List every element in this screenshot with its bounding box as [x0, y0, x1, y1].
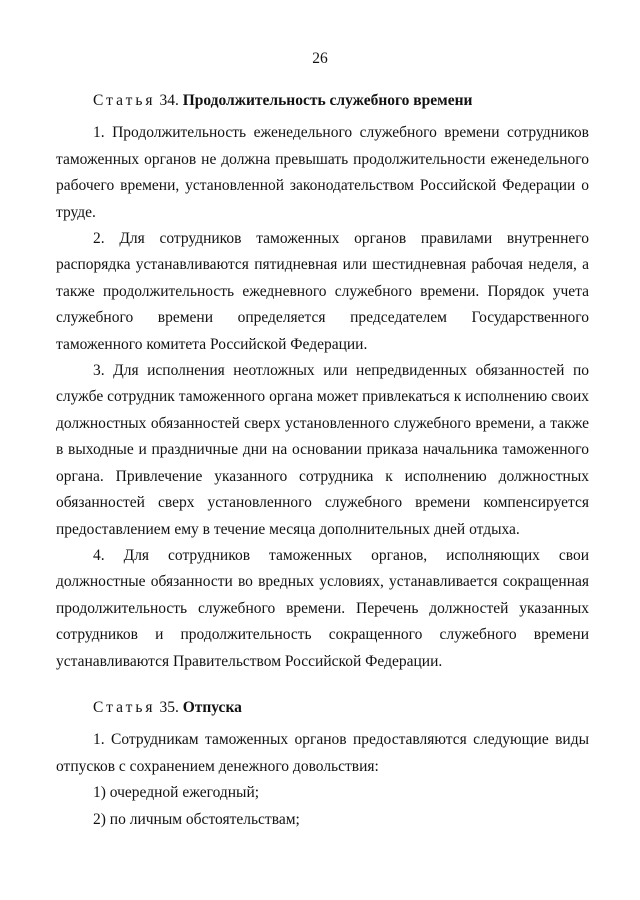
- article-number: 35.: [159, 699, 179, 716]
- article-number: 34.: [159, 92, 179, 109]
- article-title: Продолжительность служебного времени: [182, 92, 473, 109]
- paragraph: 1. Продолжительность еженедельного служебного времени сотрудников таможенных органов не должна превышать продолжительности еженедельного рабочего времени, установленной законодательством Российской Федерации о труде.: [56, 124, 589, 221]
- paragraph: 1. Сотрудникам таможенных органов предоставляются следующие виды отпусков с сохранением денежного довольствия:: [56, 731, 589, 775]
- paragraph: 2. Для сотрудников таможенных органов правилами внутреннего распорядка устанавливаются пятидневная или шестидневная рабочая неделя, а также продолжительность ежедневного служебного времени. Порядок учета служебного времени определяется председателем Государственного таможенного комитета Российской Федерации.: [56, 230, 589, 353]
- article-label: Статья: [93, 699, 156, 716]
- list-item: 1) очередной ежегодный;: [93, 784, 260, 802]
- article-title: Отпуска: [182, 699, 242, 716]
- page-number: 26: [312, 50, 328, 67]
- article-34: [56, 88, 589, 675]
- article-heading: [56, 695, 589, 721]
- article-35: [56, 695, 589, 833]
- paragraph: 4. Для сотрудников таможенных органов, исполняющих свои должностные обязанности во вредных условиях, устанавливается сокращенная продолжительность служебного времени. Перечень должностей указанных сотрудников и продолжительность сокращенного служебного времени устанавливаются Правительством Российской Федерации.: [56, 546, 589, 670]
- paragraph: 3. Для исполнения неотложных или непредвиденных обязанностей по службе сотрудник таможенного органа может привлекаться к исполнению своих должностных обязанностей сверх установленного служебного времени, а также в выходные и праздничные дни на основании приказа начальника таможенного органа. Привлечение указанного сотрудника к исполнению должностных обязанностей сверх установленного служебного времени компенсируется предоставлением ему в течение месяца дополнительных дней отдыха.: [56, 362, 589, 538]
- article-label: Статья: [93, 92, 156, 109]
- list-item: 2) по личным обстоятельствам;: [93, 810, 300, 828]
- article-heading: [56, 88, 589, 114]
